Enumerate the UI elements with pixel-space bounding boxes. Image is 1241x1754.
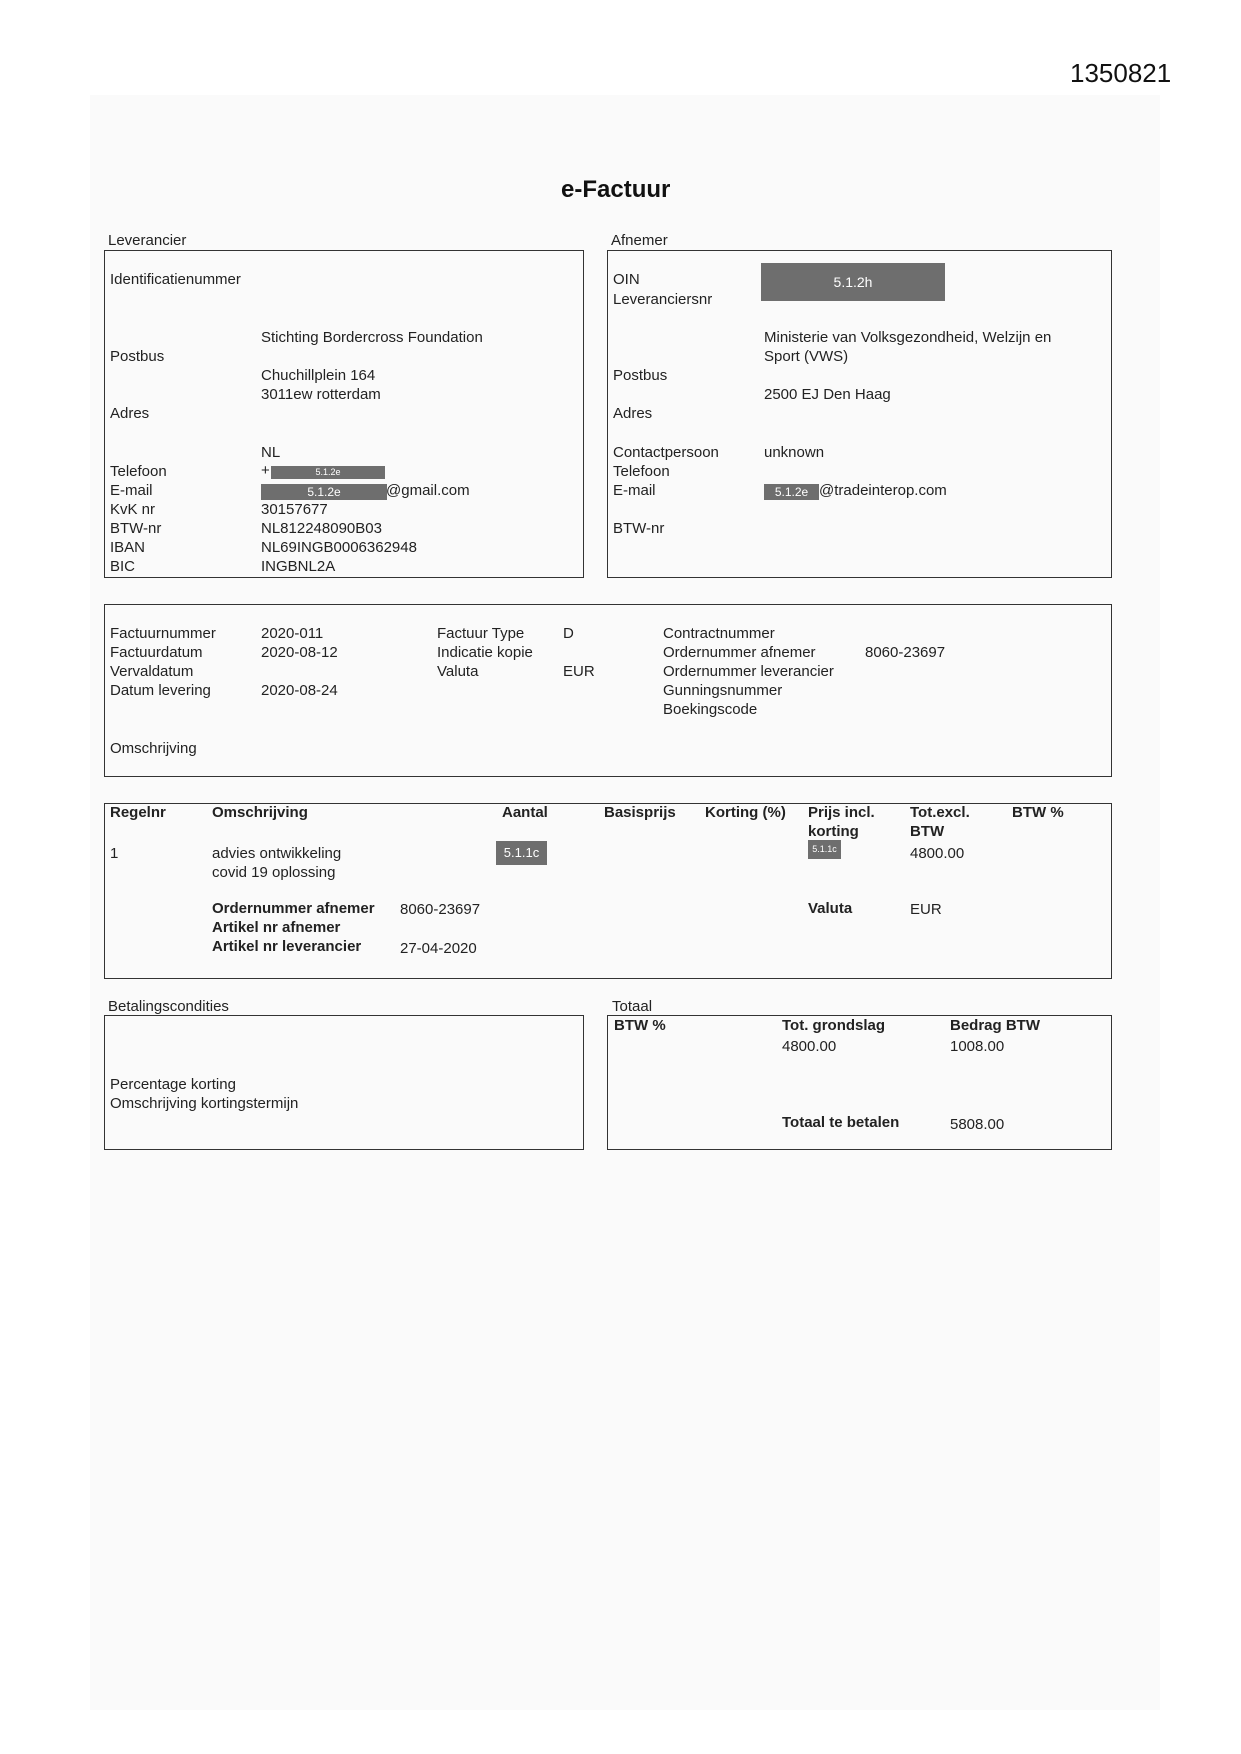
leverancier-telefoon-prefix: + — [261, 462, 270, 479]
afnemer-postcode-city: 2500 EJ Den Haag — [764, 386, 891, 403]
leverancier-name: Stichting Bordercross Foundation — [261, 329, 483, 346]
factuur-type-label: Factuur Type — [437, 625, 525, 642]
afnemer-oin-redaction: 5.1.2h — [761, 263, 945, 301]
header-prijs-incl: Prijs incl. — [808, 804, 875, 821]
betalingscondities-section-label: Betalingscondities — [108, 998, 229, 1015]
omschrijving-kortingstermijn-label: Omschrijving kortingstermijn — [110, 1095, 299, 1112]
leverancier-section-label: Leverancier — [108, 232, 187, 249]
totaal-te-betalen: 5808.00 — [950, 1116, 1005, 1133]
leverancier-email-redaction: 5.1.2e — [261, 484, 387, 500]
detail-artikel-afnemer-label: Artikel nr afnemer — [212, 919, 341, 936]
header-tot-excl: Tot.excl. — [910, 804, 970, 821]
afnemer-name-line1: Ministerie van Volksgezondheid, Welzijn en — [764, 329, 1052, 346]
leverancier-telefoon-label: Telefoon — [110, 463, 167, 480]
gunningsnummer-label: Gunningsnummer — [663, 682, 783, 699]
afnemer-contactpersoon: unknown — [764, 444, 825, 461]
line-omschrijving-2: covid 19 oplossing — [212, 864, 336, 881]
line-aantal-redaction: 5.1.1c — [496, 841, 547, 865]
factuurdatum: 2020-08-12 — [261, 644, 338, 661]
ordernummer-leverancier-label: Ordernummer leverancier — [663, 663, 834, 680]
contractnummer-label: Contractnummer — [663, 625, 775, 642]
afnemer-section-label: Afnemer — [611, 232, 668, 249]
factuur-type: D — [563, 625, 574, 642]
leverancier-btw-label: BTW-nr — [110, 520, 162, 537]
line-tot-excl: 4800.00 — [910, 845, 965, 862]
datum-levering-label: Datum levering — [110, 682, 211, 699]
leverancier-btw: NL812248090B03 — [261, 520, 382, 537]
leverancier-postbus-label: Postbus — [110, 348, 165, 365]
vervaldatum-label: Vervaldatum — [110, 663, 194, 680]
afnemer-email-redaction: 5.1.2e — [764, 484, 819, 500]
leverancier-country: NL — [261, 444, 281, 461]
totaal-section-label: Totaal — [612, 998, 653, 1015]
page-title: e-Factuur — [561, 176, 671, 203]
leverancier-bic-label: BIC — [110, 558, 136, 575]
line-regelnr: 1 — [110, 845, 119, 862]
factuur-details-box — [104, 604, 1112, 777]
factuurdatum-label: Factuurdatum — [110, 644, 203, 661]
afnemer-name-line2: Sport (VWS) — [764, 348, 849, 365]
header-regelnr: Regelnr — [110, 804, 166, 821]
leverancier-city: 3011ew rotterdam — [261, 386, 381, 403]
afnemer-telefoon-label: Telefoon — [613, 463, 670, 480]
factuurnummer: 2020-011 — [261, 625, 324, 642]
boekingscode-label: Boekingscode — [663, 701, 758, 718]
ordernummer-afnemer-label: Ordernummer afnemer — [663, 644, 816, 661]
totaal-header-btw: BTW % — [614, 1017, 666, 1034]
afnemer-adres-label: Adres — [613, 405, 653, 422]
afnemer-btw-label: BTW-nr — [613, 520, 665, 537]
afnemer-email-suffix: @tradeinterop.com — [819, 482, 947, 499]
percentage-korting-label: Percentage korting — [110, 1076, 236, 1093]
afnemer-contactpersoon-label: Contactpersoon — [613, 444, 719, 461]
leverancier-telefoon-redaction: 5.1.2e — [271, 466, 385, 479]
line-omschrijving-1: advies ontwikkeling — [212, 845, 342, 862]
totaal-grondslag: 4800.00 — [782, 1038, 837, 1055]
ordernummer-afnemer: 8060-23697 — [865, 644, 946, 661]
leverancier-street: Chuchillplein 164 — [261, 367, 376, 384]
leverancier-kvk: 30157677 — [261, 501, 328, 518]
header-basisprijs: Basisprijs — [604, 804, 676, 821]
valuta: EUR — [563, 663, 595, 680]
leverancier-identificatienummer-label: Identificatienummer — [110, 271, 241, 288]
totaal-header-bedrag-btw: Bedrag BTW — [950, 1017, 1040, 1034]
datum-levering: 2020-08-24 — [261, 682, 338, 699]
line-prijs-redaction: 5.1.1c — [808, 840, 841, 859]
leverancier-email-label: E-mail — [110, 482, 153, 499]
afnemer-email-label: E-mail — [613, 482, 656, 499]
leverancier-iban: NL69INGB0006362948 — [261, 539, 417, 556]
factuurnummer-label: Factuurnummer — [110, 625, 216, 642]
afnemer-leveranciersnr-label: Leveranciersnr — [613, 291, 713, 308]
detail-artikel-leverancier: 27-04-2020 — [400, 940, 477, 957]
leverancier-adres-label: Adres — [110, 405, 150, 422]
valuta-label: Valuta — [437, 663, 479, 680]
detail-valuta: EUR — [910, 901, 942, 918]
totaal-te-betalen-label: Totaal te betalen — [782, 1114, 900, 1131]
leverancier-bic: INGBNL2A — [261, 558, 336, 575]
header-btw-percent: BTW % — [1012, 804, 1064, 821]
detail-valuta-label: Valuta — [808, 900, 853, 917]
afnemer-postbus-label: Postbus — [613, 367, 668, 384]
header-korting: Korting (%) — [705, 804, 786, 821]
detail-artikel-leverancier-label: Artikel nr leverancier — [212, 938, 362, 955]
leverancier-email-suffix: @gmail.com — [386, 482, 470, 499]
indicatie-kopie-label: Indicatie kopie — [437, 644, 533, 661]
detail-ordernummer-afnemer-label: Ordernummer afnemer — [212, 900, 375, 917]
header-tot-excl-btw: BTW — [910, 823, 945, 840]
header-aantal: Aantal — [502, 804, 548, 821]
totaal-header-grondslag: Tot. grondslag — [782, 1017, 886, 1034]
afnemer-oin-label: OIN — [613, 271, 640, 288]
leverancier-iban-label: IBAN — [110, 539, 146, 556]
totaal-bedrag-btw: 1008.00 — [950, 1038, 1005, 1055]
detail-ordernummer-afnemer: 8060-23697 — [400, 901, 481, 918]
header-omschrijving: Omschrijving — [212, 804, 308, 821]
omschrijving-label: Omschrijving — [110, 740, 197, 757]
document-id: 1350821 — [1070, 58, 1172, 88]
header-prijs-korting: korting — [808, 823, 859, 840]
leverancier-kvk-label: KvK nr — [110, 501, 156, 518]
